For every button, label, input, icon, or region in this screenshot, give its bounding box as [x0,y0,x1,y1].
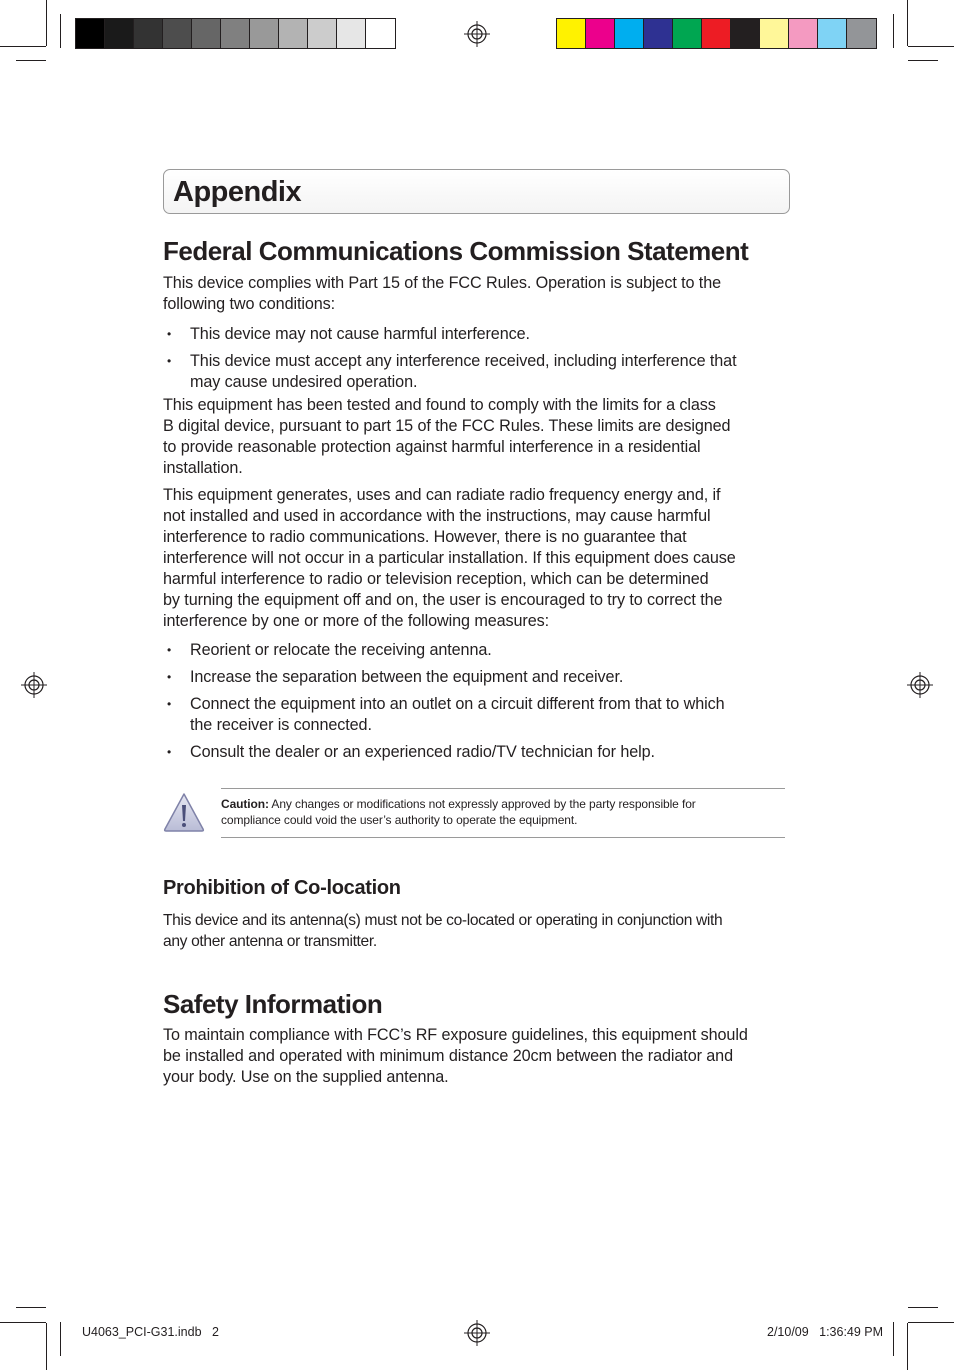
fcc-paragraph-2 [163,485,788,632]
grayscale-bar [75,18,396,49]
text-line: This device and its antenna(s) must not be co-located or operating in conjunction with [163,912,723,929]
text-line: This device complies with Part 15 of the FCC Rules. Operation is subject to the [163,274,722,292]
registration-mark-icon [907,672,933,698]
caution-text: Any changes or modifications not expressly approved by the party responsible for [268,797,696,811]
registration-mark-icon [464,21,490,47]
list-item-text: Reorient or relocate the receiving antenna. [190,641,492,659]
crop-mark [907,0,908,46]
color-swatch [818,19,847,48]
list-item [163,742,788,763]
color-swatch [847,19,876,48]
text-line: To maintain compliance with FCC’s RF exposure guidelines, this equipment should [163,1026,748,1044]
colocation-paragraph [163,910,788,952]
appendix-header-box [163,169,790,214]
bullet-glyph: • [167,643,172,657]
list-item-text: This device must accept any interference received, including interference that [190,352,737,370]
list-item [163,351,788,393]
bullet-glyph: • [167,327,172,341]
crop-mark [60,1322,61,1356]
color-swatch [105,19,134,48]
divider [221,788,785,789]
color-swatch [279,19,308,48]
crop-mark [907,1323,908,1370]
caution-note [221,797,781,828]
color-swatch [557,19,586,48]
text-line: be installed and operated with minimum distance 20cm between the radiator and [163,1047,733,1065]
bullet-glyph: • [167,670,172,684]
color-swatch [163,19,192,48]
caution-label: Caution: [221,797,269,811]
footer-filename: U4063_PCI-G31.indb 2 [82,1325,219,1339]
fcc-paragraph-1 [163,395,788,479]
text-line: This equipment has been tested and found to comply with the limits for a class [163,396,716,414]
colocation-heading: Prohibition of Co-location [163,877,401,899]
color-swatch [76,19,105,48]
list-item-text: the receiver is connected. [190,716,372,734]
fcc-intro [163,273,788,315]
divider [221,837,785,838]
text-line: interference will not occur in a particular installation. If this equipment does cause [163,549,736,567]
text-line: This equipment generates, uses and can radiate radio frequency energy and, if [163,486,721,504]
registration-mark-icon [21,672,47,698]
color-swatch [250,19,279,48]
caution-text: compliance could void the user’s authority to operate the equipment. [221,812,578,827]
crop-mark [908,60,938,61]
footer-timestamp: 2/10/09 1:36:49 PM [767,1325,884,1339]
color-swatch [615,19,644,48]
color-swatch [337,19,366,48]
color-swatch [644,19,673,48]
text-line: interference to radio communications. However, there is no guarantee that [163,528,687,546]
list-item-text: This device may not cause harmful interference. [190,325,530,343]
crop-mark [908,1322,954,1323]
bullet-glyph: • [167,697,172,711]
page-title: Appendix [173,176,302,208]
crop-mark [893,14,894,48]
color-swatch [192,19,221,48]
bullet-glyph: • [167,354,172,368]
text-line: B digital device, pursuant to part 15 of the FCC Rules. These limits are designed [163,417,731,435]
text-line: any other antenna or transmitter. [163,933,377,950]
list-item-text: Increase the separation between the equipment and receiver. [190,668,624,686]
list-item [163,640,788,661]
color-swatch [789,19,818,48]
crop-mark [908,1307,938,1308]
text-line: your body. Use on the supplied antenna. [163,1068,449,1086]
safety-heading: Safety Information [163,989,383,1019]
color-swatch [308,19,337,48]
text-line: following two conditions: [163,295,336,313]
crop-mark [908,46,954,47]
color-swatch [673,19,702,48]
crop-mark [0,46,46,47]
safety-paragraph [163,1025,788,1088]
list-item [163,667,788,688]
list-item-text: Consult the dealer or an experienced radio/TV technician for help. [190,743,655,761]
color-bar [556,18,877,49]
crop-mark [16,1307,46,1308]
text-line: not installed and used in accordance with the instructions, may cause harmful [163,507,711,525]
color-swatch [731,19,760,48]
fcc-heading: Federal Communications Commission Statement [163,236,749,266]
text-line: interference by one or more of the following measures: [163,612,550,630]
list-item [163,324,788,345]
registration-mark-icon [464,1320,490,1346]
color-swatch [221,19,250,48]
crop-mark [60,14,61,48]
warning-icon [162,790,206,834]
text-line: harmful interference to radio or television reception, which can be determined [163,570,709,588]
crop-mark [0,1322,46,1323]
color-swatch [586,19,615,48]
color-swatch [366,19,395,48]
crop-mark [893,1322,894,1356]
bullet-glyph: • [167,745,172,759]
text-line: to provide reasonable protection against harmful interference in a residential [163,438,701,456]
color-swatch [760,19,789,48]
list-item [163,694,788,736]
text-line: installation. [163,459,243,477]
color-swatch [702,19,731,48]
color-swatch [134,19,163,48]
crop-mark [46,1323,47,1370]
crop-mark [16,60,46,61]
crop-mark [46,0,47,46]
list-item-text: Connect the equipment into an outlet on a circuit different from that to which [190,695,725,713]
text-line: by turning the equipment off and on, the user is encouraged to try to correct the [163,591,723,609]
list-item-text: may cause undesired operation. [190,373,418,391]
